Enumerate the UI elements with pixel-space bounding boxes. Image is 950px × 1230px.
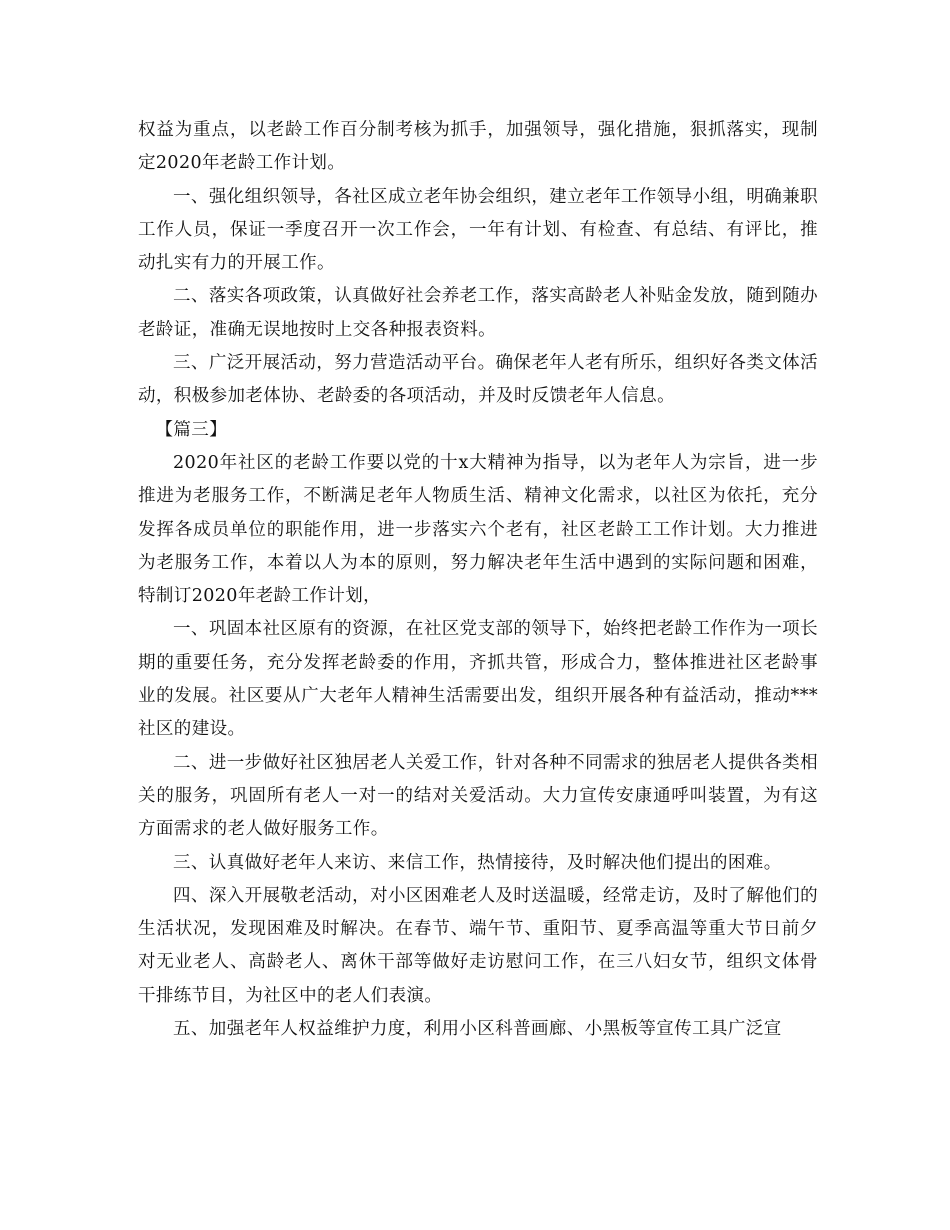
paragraph-item-4-section3: 四、深入开展敬老活动，对小区困难老人及时送温暖，经常走访，及时了解他们的生活状况，发现困难及时解决。在春节、端午节、重阳节、夏季高温等重大节日前夕对无业老人、高龄老人、离休干部等做好走访慰问工作，在三八妇女节，组织文体骨干排练节目，为社区中的老人们表演。	[138, 885, 818, 1006]
paragraph-item-1: 一、强化组织领导，各社区成立老年协会组织，建立老年工作领导小组，明确兼职工作人员，保证一季度召开一次工作会，一年有计划、有检查、有总结、有评比，推动扎实有力的开展工作。	[138, 186, 818, 274]
paragraph-item-5-section3: 五、加强老年人权益维护力度，利用小区科普画廊、小黑板等宣传工具广泛宣	[173, 1019, 782, 1040]
document-body	[138, 114, 818, 1046]
paragraph-item-3: 三、广泛开展活动，努力营造活动平台。确保老年人老有所乐，组织好各类文体活动，积极参加老体协、老龄委的各项活动，并及时反馈老年人信息。	[138, 353, 818, 407]
paragraph-item-2: 二、落实各项政策，认真做好社会养老工作，落实高龄老人补贴金发放，随到随办老龄证，准确无误地按时上交各种报表资料。	[138, 286, 818, 340]
paragraph-continued-intro: 权益为重点，以老龄工作百分制考核为抓手，加强领导，强化措施，狠抓落实，现制定2020年老龄工作计划。	[138, 120, 818, 174]
paragraph-item-1-section3: 一、巩固本社区原有的资源，在社区党支部的领导下，始终把老龄工作作为一项长期的重要任务，充分发挥老龄委的作用，齐抓共管，形成合力，整体推进社区老龄事业的发展。社区要从广大老年人精神生活需要出发，组织开展各种有益活动，推动***社区的建设。	[138, 619, 818, 740]
paragraph-item-2-section3: 二、进一步做好社区独居老人关爱工作，针对各种不同需求的独居老人提供各类相关的服务，巩固所有老人一对一的结对关爱活动。大力宣传安康通呼叫装置，为有这方面需求的老人做好服务工作。	[138, 752, 818, 840]
paragraph-section-intro: 2020年社区的老龄工作要以党的十x大精神为指导，以为老年人为宗旨，进一步推进为老服务工作，不断满足老年人物质生活、精神文化需求，以社区为依托，充分发挥各成员单位的职能作用，进一步落实六个老有，社区老龄工工作计划。大力推进为老服务工作，本着以人为本的原则，努力解决老年生活中遇到的实际问题和困难，特制订2020年老龄工作计划，	[138, 452, 818, 607]
paragraph-item-3-section3: 三、认真做好老年人来访、来信工作，热情接待，及时解决他们提出的困难。	[173, 852, 782, 873]
section-heading: 【篇三】	[155, 419, 228, 440]
